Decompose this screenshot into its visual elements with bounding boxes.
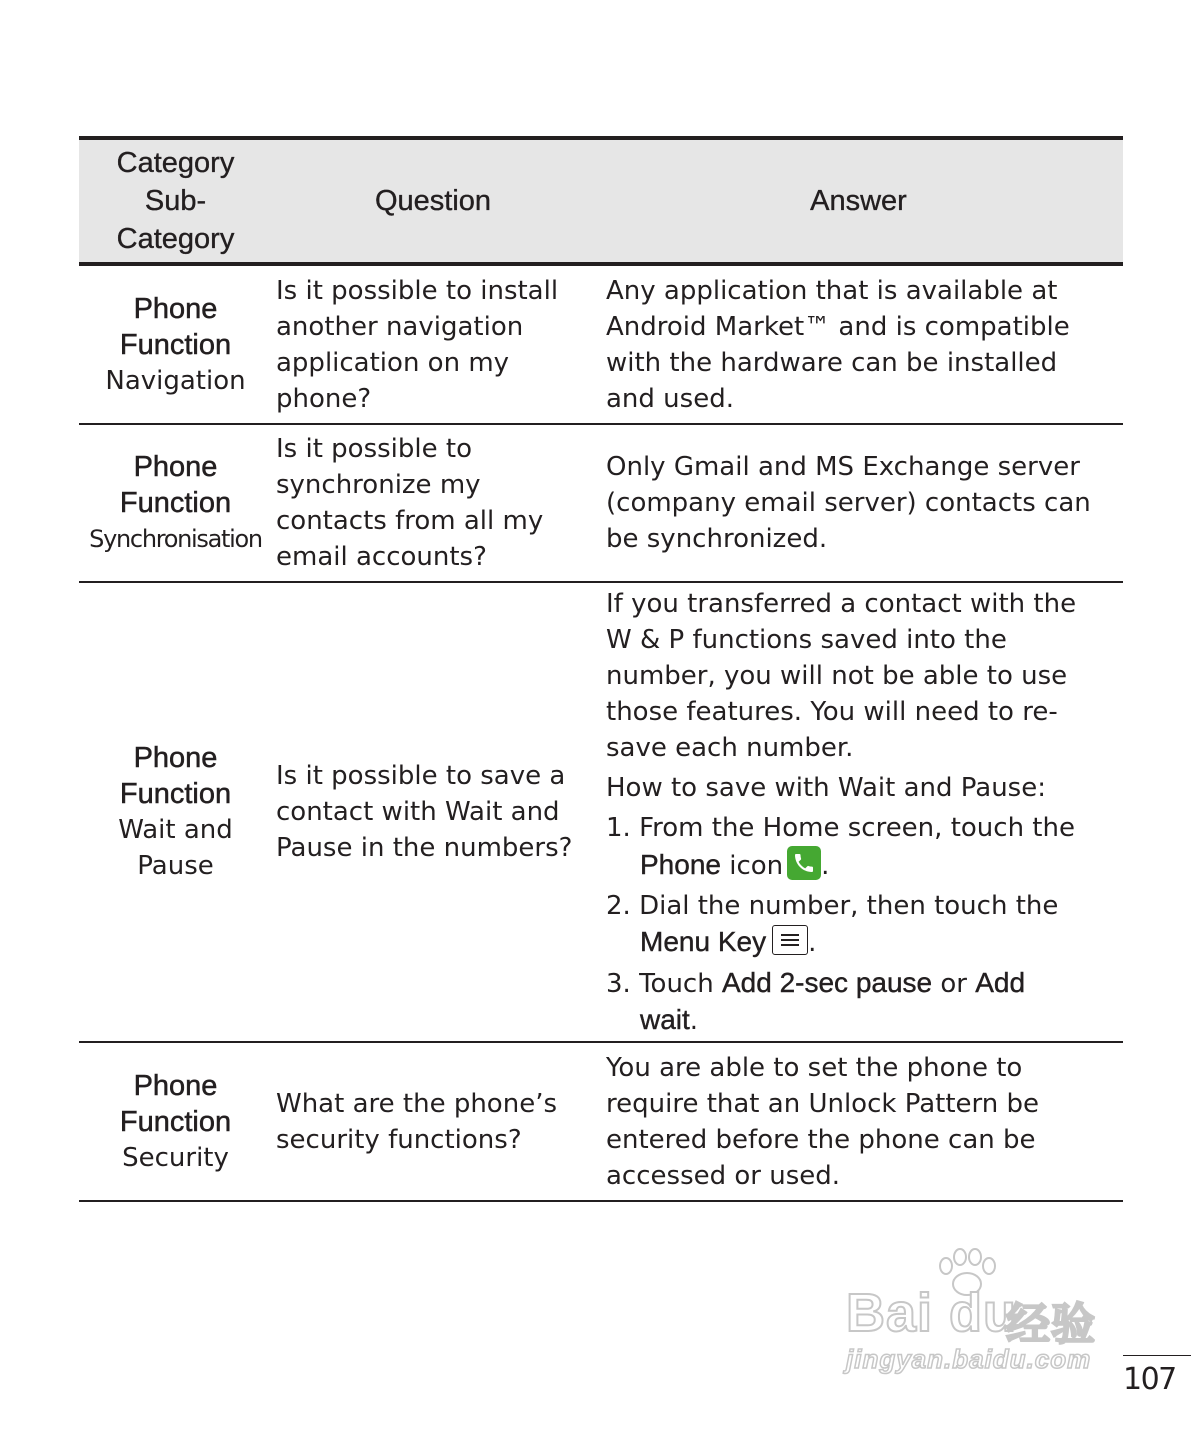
category-line: Phone: [133, 742, 218, 774]
step-2-bold: Menu Key: [640, 925, 767, 957]
answer-cell: [594, 582, 1123, 1042]
subcategory: Synchronisation: [89, 525, 262, 553]
answer-step-1: [606, 810, 1103, 884]
page-number: 107: [1123, 1362, 1176, 1397]
category-cell: [79, 264, 272, 424]
answer-howto: How to save with Wait and Pause:: [606, 772, 1046, 803]
question-cell: Is it possible to save a contact with Wait and Pause in the numbers?: [272, 582, 594, 1042]
phone-icon: [787, 846, 821, 880]
header-subcategory-line1: Sub-: [144, 185, 207, 217]
answer-cell: Only Gmail and MS Exchange server (company email server) contacts can be synchronized.: [594, 424, 1123, 582]
category-line: Function: [119, 328, 232, 361]
step-1-text: 1. From the Home screen, touch the: [606, 812, 1075, 843]
subcategory-line: Wait and: [118, 815, 233, 845]
category-line: Function: [119, 778, 232, 810]
table-row: [79, 264, 1123, 424]
category-line: Phone: [133, 292, 218, 325]
step-2-period: .: [808, 927, 817, 958]
faq-table: [79, 136, 1123, 1202]
subcategory-line: Pause: [137, 851, 214, 881]
watermark-brand: Bai du: [846, 1283, 1018, 1343]
table-header-row: [79, 138, 1123, 264]
watermark-brand-cn: 经验: [1006, 1300, 1096, 1349]
subcategory: Navigation: [105, 365, 246, 396]
question-cell: What are the phone’s security functions?: [272, 1042, 594, 1201]
page-number-rule: [1123, 1355, 1191, 1356]
category-cell: [79, 424, 272, 582]
step-3-bold-1: Add 2-sec pause: [721, 966, 933, 998]
header-category-label: Category: [116, 147, 235, 179]
step-1-tail: icon: [729, 850, 784, 881]
step-3-bold-2b: wait: [640, 1003, 690, 1035]
step-3-period: .: [689, 1005, 699, 1036]
step-1-period: .: [821, 850, 830, 881]
question-cell: Is it possible to synchronize my contacts from all my email accounts?: [272, 424, 594, 582]
answer-cell: Any application that is available at Android Market™ and is compatible with the hardware can be installed and used.: [594, 264, 1123, 424]
baidu-watermark: [838, 1248, 1128, 1388]
category-line: Phone: [133, 451, 218, 483]
header-answer: Answer: [594, 138, 1123, 264]
step-3-or: or: [940, 968, 967, 999]
header-question: Question: [272, 138, 594, 264]
step-2-continued: [606, 924, 1103, 961]
step-3-continued: [606, 1002, 1103, 1039]
answer-intro: If you transferred a contact with the W & P functions saved into the number, you will not be able to use those features. You will need to re-save each number.: [606, 588, 1077, 763]
table-row: [79, 582, 1123, 1042]
category-cell: [79, 1042, 272, 1201]
question-cell: Is it possible to install another navigation application on my phone?: [272, 264, 594, 424]
category-line: Function: [119, 1105, 232, 1138]
step-2-text: 2. Dial the number, then touch the: [606, 890, 1059, 921]
answer-step-2: [606, 888, 1103, 961]
category-line: Function: [119, 487, 232, 519]
answer-cell: You are able to set the phone to require that an Unlock Pattern be entered before the phone can be accessed or used.: [594, 1042, 1123, 1201]
table-row: [79, 424, 1123, 582]
subcategory: Security: [122, 1142, 229, 1173]
table-row: [79, 1042, 1123, 1201]
step-1-bold: Phone: [640, 848, 721, 880]
category-line: Phone: [133, 1069, 218, 1102]
category-cell: [79, 582, 272, 1042]
watermark-domain: jingyan.baidu.com: [846, 1344, 1092, 1374]
step-3-bold-2a: Add: [975, 966, 1026, 998]
step-3-text: 3. Touch: [606, 968, 714, 999]
step-1-continued: [606, 846, 1103, 884]
header-subcategory-line2: Category: [116, 223, 235, 255]
menu-key-icon: [772, 925, 808, 955]
answer-step-3: [606, 965, 1103, 1039]
header-category: [79, 138, 272, 264]
